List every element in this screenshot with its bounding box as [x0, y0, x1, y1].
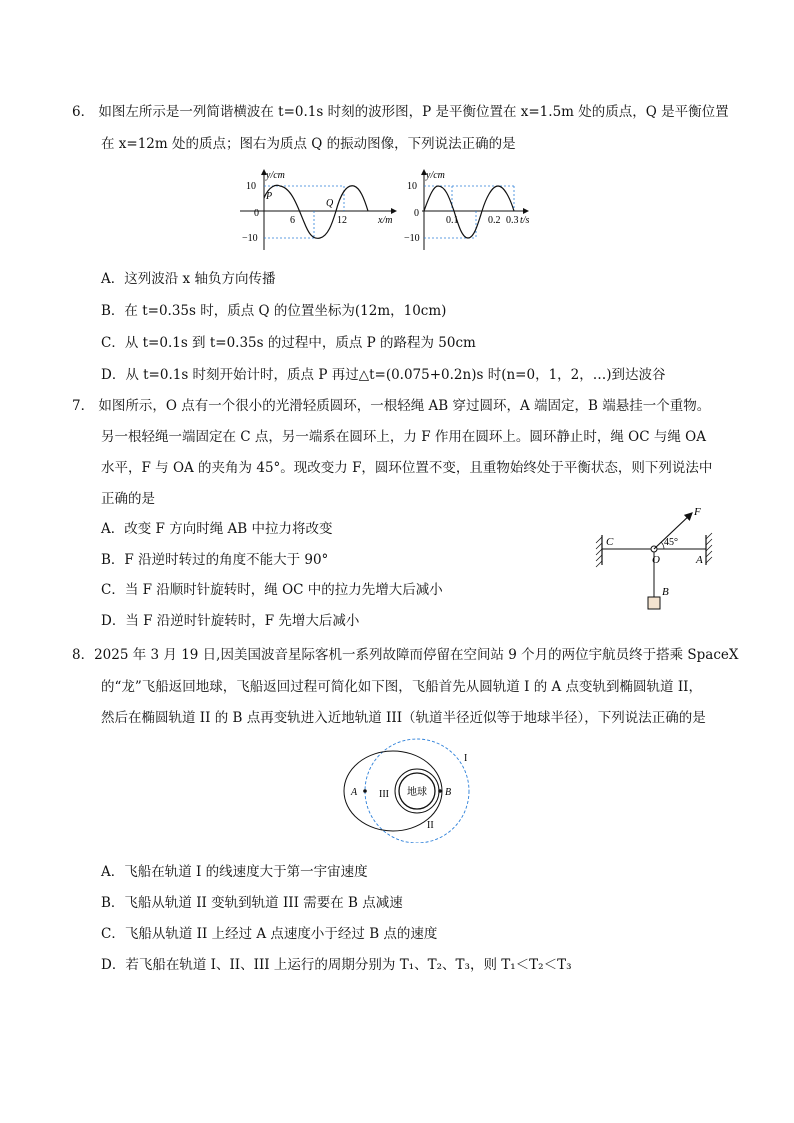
q7-angle-label: 45° [664, 537, 678, 548]
q7-label-o: O [652, 554, 660, 566]
q6-stem-line1: 6． 如图左所示是一列简谐横波在 t=0.1s 时刻的波形图，P 是平衡位置在 x=1.5m 处的质点，Q 是平衡位置 [72, 104, 729, 120]
q6-left-tick-neg10: −10 [242, 233, 258, 244]
q7-label-a: A [696, 554, 703, 566]
q7-stem-line3: 水平，F 与 OA 的夹角为 45°。现改变力 F，圆环位置不变，且重物始终处于平衡状态，则下列说法中 [101, 460, 713, 476]
q6-right-tick-01: 0.1 [446, 215, 459, 226]
q6-option-a: A．这列波沿 x 轴负方向传播 [101, 271, 276, 287]
q8-point-a-label: A [351, 787, 358, 798]
q7-label-c: C [606, 536, 614, 548]
q8-orbit-1-label: I [464, 753, 468, 764]
q6-right-tick-neg10: −10 [404, 233, 420, 244]
q8-option-b: B．飞船从轨道 II 变轨到轨道 III 需要在 B 点减速 [101, 895, 403, 911]
wave-curve [264, 185, 368, 238]
q6-stem-line2: 在 x=12m 处的质点；图右为质点 Q 的振动图像，下列说法正确的是 [101, 136, 516, 152]
q7-force-diagram [592, 505, 718, 613]
q7-option-c: C．当 F 沿顺时针旋转时，绳 OC 中的拉力先增大后减小 [101, 582, 443, 598]
q7-label-b: B [662, 586, 669, 598]
q6-right-tick-03: 0.3 [506, 215, 519, 226]
q6-left-tick-6: 6 [290, 215, 295, 226]
q6-left-yaxis-label: y/cm [266, 170, 285, 181]
q8-orbit-3-label: III [379, 789, 389, 800]
q6-right-tick-10: 10 [407, 181, 417, 192]
q8-option-c: C．飞船从轨道 II 上经过 A 点速度小于经过 B 点的速度 [101, 926, 438, 942]
q7-stem-line4: 正确的是 [101, 491, 155, 507]
q8-point-b-label: B [445, 787, 452, 798]
q6-right-xaxis-label: t/s [520, 215, 530, 226]
q8-earth-label: 地球 [407, 787, 427, 798]
q6-point-p-label: P [266, 191, 273, 202]
q8-stem-line3: 然后在椭圆轨道 II 的 B 点再变轨进入近地轨道 III（轨道半径近似等于地球半径），下列说法正确的是 [101, 710, 706, 726]
q6-option-b: B．在 t=0.35s 时，质点 Q 的位置坐标为(12m，10cm) [101, 303, 447, 319]
q8-orbit-diagram [343, 733, 479, 843]
q8-option-a: A．飞船在轨道 I 的线速度大于第一宇宙速度 [101, 864, 368, 880]
q7-option-a: A．改变 F 方向时绳 AB 中拉力将改变 [101, 521, 333, 537]
q6-left-tick-12: 12 [337, 215, 347, 226]
q6-wave-graph [236, 166, 400, 256]
q7-label-f: F [694, 506, 701, 518]
q8-stem-line1: 8．2025 年 3 月 19 日,因美国波音星际客机一系列故障而停留在空间站 9 个月的两位宇航员终于搭乘 SpaceX [72, 647, 739, 663]
q6-left-xaxis-label: x/m [378, 215, 393, 226]
q6-left-tick-10: 10 [246, 181, 256, 192]
q6-right-yaxis-label: y/cm [426, 170, 445, 181]
q7-option-d: D．当 F 沿逆时针旋转时，F 先增大后减小 [101, 613, 360, 629]
q6-left-tick-0: 0 [254, 208, 259, 219]
q6-vibration-graph [404, 166, 532, 256]
q7-stem-line2: 另一根轻绳一端固定在 C 点，另一端系在圆环上，力 F 作用在圆环上。圆环静止时，绳 OC 与绳 OA [101, 429, 706, 445]
q8-option-d: D．若飞船在轨道 I、II、III 上运行的周期分别为 T₁、T₂、T₃，则 T₁＜T₂＜T₃ [101, 957, 572, 973]
q7-option-b: B．F 沿逆时转过的角度不能大于 90° [101, 552, 329, 568]
q6-right-tick-0: 0 [414, 208, 419, 219]
q6-option-d: D．从 t=0.1s 时刻开始计时，质点 P 再过△t=(0.075+0.2n)s 时(n=0，1，2，…)到达波谷 [101, 367, 666, 383]
q8-stem-line2: 的“龙”飞船返回地球，飞船返回过程可简化如下图，飞船首先从圆轨道 I 的 A 点变轨到椭圆轨道 II， [101, 679, 703, 695]
q7-stem-line1: 7． 如图所示，O 点有一个很小的光滑轻质圆环，一根轻绳 AB 穿过圆环，A 端固定，B 端悬挂一个重物。 [72, 398, 711, 414]
q6-option-c: C．从 t=0.1s 到 t=0.35s 的过程中，质点 P 的路程为 50cm [101, 335, 476, 351]
q8-orbit-2-label: II [427, 820, 434, 831]
q6-right-tick-02: 0.2 [488, 215, 501, 226]
q6-point-q-label: Q [326, 198, 334, 209]
vibration-curve [424, 186, 514, 238]
